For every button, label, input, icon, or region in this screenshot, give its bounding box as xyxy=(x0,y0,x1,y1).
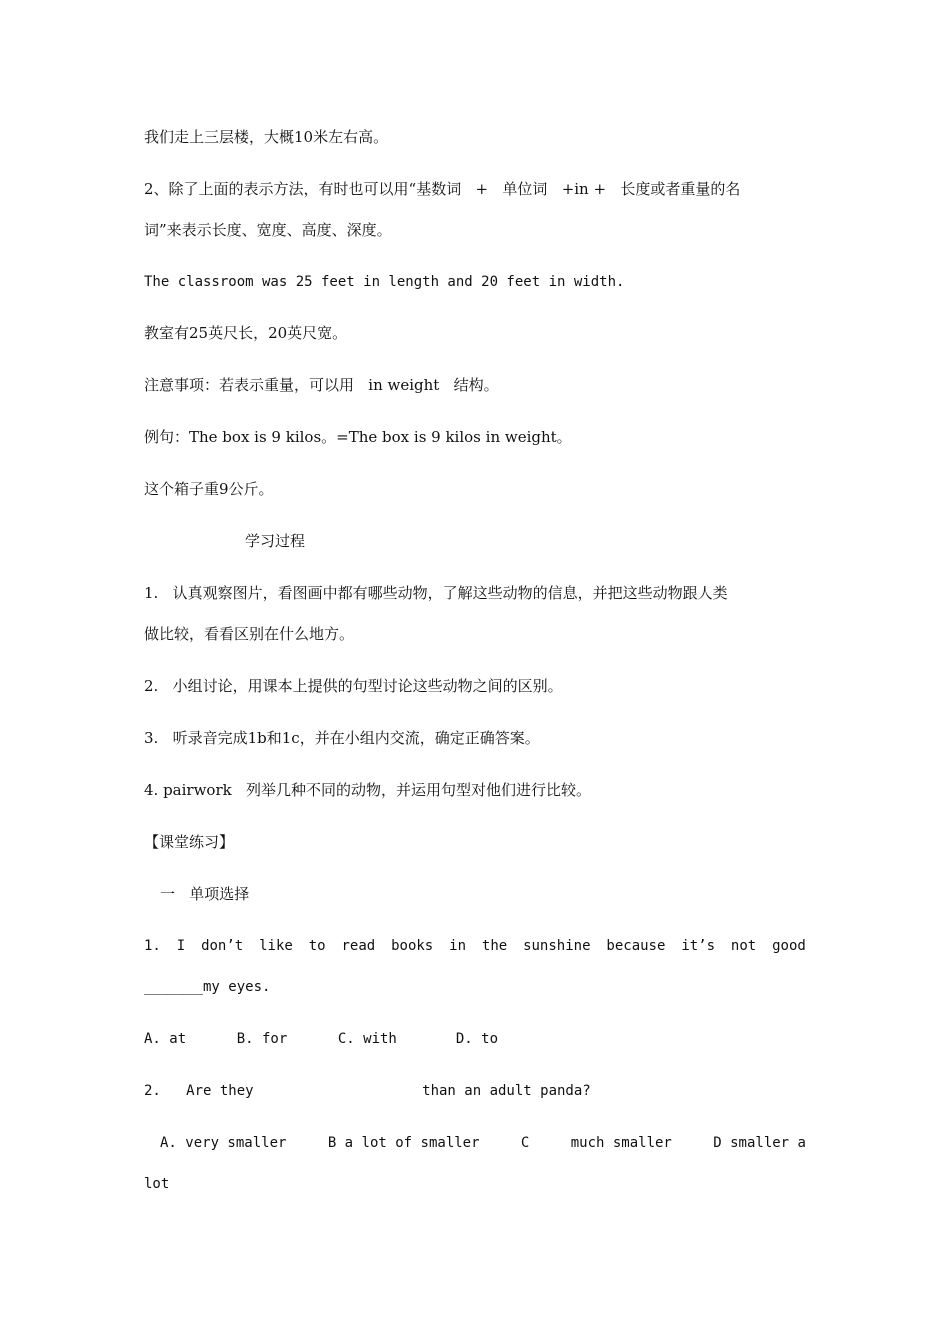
text-line: 1. 认真观察图片，看图画中都有哪些动物，了解这些动物的信息，并把这些动物跟人类 xyxy=(144,584,728,602)
text-line: 词”来表示长度、宽度、高度、深度。 xyxy=(144,221,392,239)
q1-word: because xyxy=(606,938,666,954)
text-line: 我们走上三层楼，大概10米左右高。 xyxy=(144,128,389,146)
text-line: The classroom was 25 feet in length and 20 feet in width. xyxy=(144,274,625,290)
question-1-continued: _______my eyes. xyxy=(144,979,271,995)
text-line: 教室有25英尺长，20英尺宽。 xyxy=(144,324,348,342)
text-line: 这个箱子重9公斤。 xyxy=(144,480,274,498)
question-1-options: A. at B. for C. with D. to xyxy=(144,1031,499,1047)
subsection-heading: 一 单项选择 xyxy=(160,885,250,903)
q2-option: B a lot of smaller xyxy=(327,1135,480,1151)
text-line: 2. 小组讨论，用课本上提供的句型讨论这些动物之间的区别。 xyxy=(144,677,563,695)
text-line: 例句：The box is 9 kilos。=The box is 9 kilos in weight。 xyxy=(144,428,572,446)
q1-word: good xyxy=(772,938,806,954)
q1-word: it’s xyxy=(681,938,716,954)
text-line: 注意事项：若表示重量，可以用 in weight 结构。 xyxy=(144,376,499,394)
q1-word: don’t xyxy=(201,938,244,954)
q1-word: in xyxy=(449,938,466,954)
section-heading: 【课堂练习】 xyxy=(144,833,235,851)
q1-word: sunshine xyxy=(523,938,591,954)
q1-word: books xyxy=(391,938,434,954)
q1-word: like xyxy=(259,938,293,954)
question-2-continued: lot xyxy=(144,1176,170,1192)
question-1 xyxy=(144,936,806,956)
q1-word: the xyxy=(481,938,508,954)
q2-option: much smaller xyxy=(570,1135,672,1151)
q1-word: 1. xyxy=(144,938,161,954)
q1-word: I xyxy=(176,938,186,954)
q2-option: A. very smaller xyxy=(160,1135,287,1151)
text-line: 4. pairwork 列举几种不同的动物，并运用句型对他们进行比较。 xyxy=(144,781,592,799)
text-line: 做比较，看看区别在什么地方。 xyxy=(144,625,355,643)
q1-word: read xyxy=(341,938,376,954)
question-2-options xyxy=(160,1133,806,1153)
q2-option: C xyxy=(520,1135,530,1151)
text-line: 2、除了上面的表示方法，有时也可以用“基数词 + 单位词 +in + 长度或者重量的名 xyxy=(144,180,741,198)
q1-word: not xyxy=(730,938,757,954)
question-2: 2. Are they than an adult panda? xyxy=(144,1083,591,1099)
text-line: 3. 听录音完成1b和1c，并在小组内交流，确定正确答案。 xyxy=(144,729,540,747)
section-heading: 学习过程 xyxy=(245,532,306,550)
q1-word: to xyxy=(308,938,326,954)
q2-option: D smaller a xyxy=(713,1135,806,1151)
